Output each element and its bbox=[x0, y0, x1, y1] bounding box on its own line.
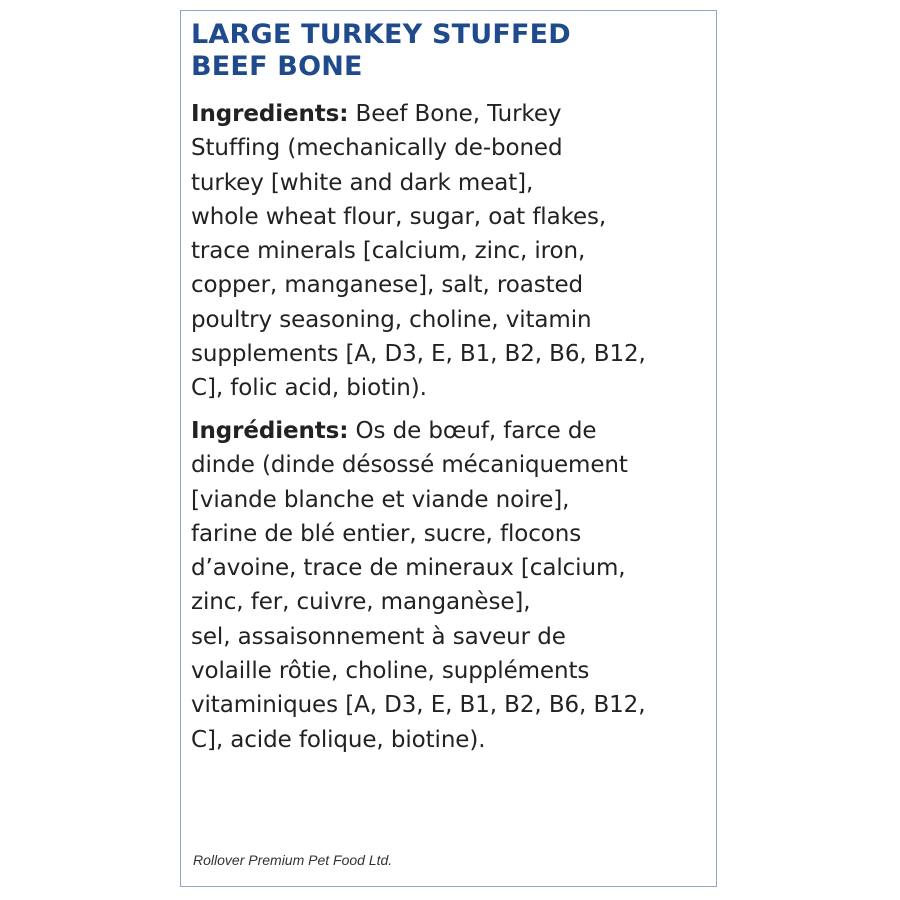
product-title bbox=[191, 19, 706, 83]
product-title-line-1: LARGE TURKEY STUFFED bbox=[191, 19, 571, 50]
french-ingredients-line-8: volaille rôtie, choline, suppléments bbox=[191, 658, 590, 685]
english-ingredients-line-3: turkey [white and dark meat], bbox=[191, 169, 534, 196]
english-ingredients-heading: Ingredients: bbox=[191, 101, 349, 127]
ingredient-label-card bbox=[180, 10, 717, 887]
english-ingredients-line-7: poultry seasoning, choline, vitamin bbox=[191, 306, 592, 333]
english-ingredients-line-8: supplements [A, D3, E, B1, B2, B6, B12, bbox=[191, 341, 646, 368]
product-title-line-2: BEEF BONE bbox=[191, 51, 363, 82]
french-ingredients-line-6: zinc, fer, cuivre, manganèse], bbox=[191, 589, 531, 616]
french-ingredients-line-7: sel, assaisonnement à saveur de bbox=[191, 623, 566, 650]
french-ingredients-line-9: vitaminiques [A, D3, E, B1, B2, B6, B12, bbox=[191, 692, 646, 719]
english-ingredients-line-6: copper, manganese], salt, roasted bbox=[191, 272, 584, 299]
french-ingredients-line-5: d’avoine, trace de mineraux [calcium, bbox=[191, 555, 626, 582]
english-ingredients-line-4: whole wheat flour, sugar, oat flakes, bbox=[191, 203, 607, 230]
english-ingredients-line-2: Stuffing (mechanically de-boned bbox=[191, 135, 563, 162]
manufacturer-name: Rollover Premium Pet Food Ltd. bbox=[193, 852, 393, 868]
french-ingredients-line-4: farine de blé entier, sucre, flocons bbox=[191, 520, 582, 547]
french-ingredients-line-3: [viande blanche et viande noire], bbox=[191, 486, 570, 513]
french-ingredients-line-10: C], acide folique, biotine). bbox=[191, 726, 486, 753]
french-ingredients-heading: Ingrédients: bbox=[191, 418, 349, 444]
french-ingredients bbox=[191, 414, 711, 757]
english-ingredients bbox=[191, 97, 711, 406]
english-ingredients-line-1 bbox=[191, 97, 711, 131]
french-ingredients-line-1 bbox=[191, 414, 711, 448]
english-ingredients-line-5: trace minerals [calcium, zinc, iron, bbox=[191, 238, 586, 265]
english-ingredients-text: Beef Bone, Turkey bbox=[348, 101, 562, 127]
french-ingredients-text: Os de bœuf, farce de bbox=[348, 418, 597, 444]
french-ingredients-line-2: dinde (dinde désossé mécaniquement bbox=[191, 452, 628, 479]
english-ingredients-line-9: C], folic acid, biotin). bbox=[191, 375, 427, 402]
